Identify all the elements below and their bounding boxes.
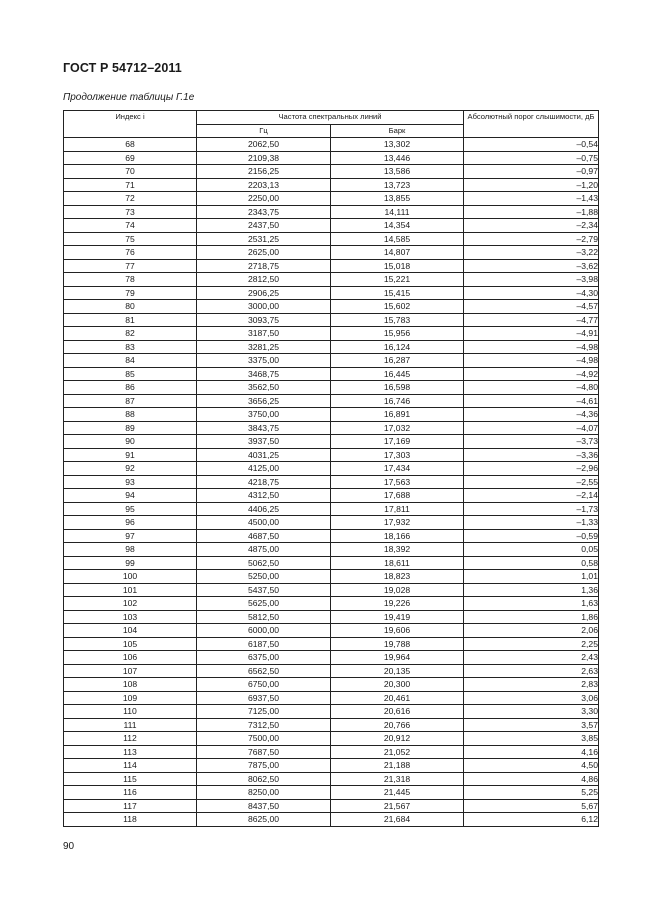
cell-index: 73 — [64, 205, 197, 219]
cell-threshold: 4,50 — [464, 759, 599, 773]
cell-frequency-bark: 19,964 — [331, 651, 464, 665]
cell-frequency-hz: 6750,00 — [197, 678, 331, 692]
cell-frequency-hz: 4218,75 — [197, 475, 331, 489]
cell-frequency-bark: 17,303 — [331, 448, 464, 462]
cell-frequency-bark: 17,932 — [331, 516, 464, 530]
cell-frequency-bark: 19,788 — [331, 637, 464, 651]
column-header-bark: Барк — [331, 124, 464, 138]
table-row — [64, 624, 599, 638]
cell-frequency-bark: 15,018 — [331, 259, 464, 273]
cell-frequency-hz: 2812,50 — [197, 273, 331, 287]
cell-frequency-hz: 3000,00 — [197, 300, 331, 314]
cell-threshold: 0,05 — [464, 543, 599, 557]
cell-frequency-bark: 21,188 — [331, 759, 464, 773]
cell-threshold: –3,98 — [464, 273, 599, 287]
cell-index: 68 — [64, 138, 197, 152]
cell-frequency-bark: 17,032 — [331, 421, 464, 435]
cell-frequency-bark: 20,300 — [331, 678, 464, 692]
cell-frequency-hz: 3093,75 — [197, 313, 331, 327]
column-header-index: Индекс i — [64, 111, 197, 138]
cell-frequency-hz: 4031,25 — [197, 448, 331, 462]
table-body — [64, 138, 599, 827]
cell-frequency-hz: 3562,50 — [197, 381, 331, 395]
cell-frequency-hz: 6000,00 — [197, 624, 331, 638]
cell-frequency-hz: 8062,50 — [197, 772, 331, 786]
cell-threshold: –2,79 — [464, 232, 599, 246]
table-row — [64, 246, 599, 260]
cell-index: 113 — [64, 745, 197, 759]
cell-threshold: –4,98 — [464, 340, 599, 354]
table-row — [64, 178, 599, 192]
table-row — [64, 583, 599, 597]
cell-index: 112 — [64, 732, 197, 746]
cell-frequency-bark: 17,688 — [331, 489, 464, 503]
cell-frequency-hz: 5625,00 — [197, 597, 331, 611]
cell-threshold: –0,75 — [464, 151, 599, 165]
cell-threshold: –2,55 — [464, 475, 599, 489]
cell-frequency-hz: 2062,50 — [197, 138, 331, 152]
table-row — [64, 597, 599, 611]
table-row — [64, 705, 599, 719]
cell-index: 95 — [64, 502, 197, 516]
cell-frequency-bark: 20,616 — [331, 705, 464, 719]
cell-frequency-bark: 21,684 — [331, 813, 464, 827]
cell-frequency-bark: 17,434 — [331, 462, 464, 476]
cell-frequency-bark: 20,766 — [331, 718, 464, 732]
cell-threshold: 2,63 — [464, 664, 599, 678]
table-row — [64, 138, 599, 152]
cell-frequency-hz: 2109,38 — [197, 151, 331, 165]
cell-threshold: –2,14 — [464, 489, 599, 503]
cell-threshold: –4,30 — [464, 286, 599, 300]
cell-frequency-hz: 4875,00 — [197, 543, 331, 557]
cell-index: 105 — [64, 637, 197, 651]
cell-frequency-hz: 3187,50 — [197, 327, 331, 341]
table-row — [64, 718, 599, 732]
cell-index: 93 — [64, 475, 197, 489]
cell-index: 86 — [64, 381, 197, 395]
cell-frequency-hz: 3937,50 — [197, 435, 331, 449]
cell-frequency-hz: 2625,00 — [197, 246, 331, 260]
cell-frequency-bark: 20,461 — [331, 691, 464, 705]
table-row — [64, 192, 599, 206]
cell-frequency-bark: 15,602 — [331, 300, 464, 314]
cell-frequency-hz: 5437,50 — [197, 583, 331, 597]
document-title: ГОСТ Р 54712–2011 — [63, 61, 182, 75]
cell-frequency-bark: 18,823 — [331, 570, 464, 584]
threshold-table — [63, 110, 599, 827]
table-row — [64, 151, 599, 165]
table-row — [64, 367, 599, 381]
table-row — [64, 408, 599, 422]
cell-threshold: 1,86 — [464, 610, 599, 624]
cell-frequency-hz: 6937,50 — [197, 691, 331, 705]
cell-frequency-bark: 15,956 — [331, 327, 464, 341]
cell-threshold: –3,36 — [464, 448, 599, 462]
cell-threshold: 1,01 — [464, 570, 599, 584]
cell-index: 102 — [64, 597, 197, 611]
table-row — [64, 745, 599, 759]
cell-frequency-hz: 5062,50 — [197, 556, 331, 570]
table-row — [64, 786, 599, 800]
table-row — [64, 313, 599, 327]
cell-index: 103 — [64, 610, 197, 624]
cell-threshold: 1,63 — [464, 597, 599, 611]
cell-frequency-bark: 18,392 — [331, 543, 464, 557]
cell-threshold: –0,54 — [464, 138, 599, 152]
table-row — [64, 570, 599, 584]
cell-threshold: 2,83 — [464, 678, 599, 692]
cell-index: 90 — [64, 435, 197, 449]
cell-frequency-hz: 3843,75 — [197, 421, 331, 435]
cell-index: 104 — [64, 624, 197, 638]
cell-index: 89 — [64, 421, 197, 435]
cell-threshold: –4,77 — [464, 313, 599, 327]
table-row — [64, 651, 599, 665]
cell-frequency-hz: 5250,00 — [197, 570, 331, 584]
cell-index: 83 — [64, 340, 197, 354]
table-row — [64, 300, 599, 314]
cell-threshold: 5,25 — [464, 786, 599, 800]
table-row — [64, 165, 599, 179]
cell-threshold: –4,92 — [464, 367, 599, 381]
cell-threshold: –4,91 — [464, 327, 599, 341]
table-row — [64, 691, 599, 705]
table-header — [64, 111, 599, 138]
cell-frequency-bark: 13,446 — [331, 151, 464, 165]
cell-frequency-hz: 7687,50 — [197, 745, 331, 759]
cell-frequency-hz: 3468,75 — [197, 367, 331, 381]
cell-frequency-bark: 13,723 — [331, 178, 464, 192]
table-row — [64, 516, 599, 530]
cell-threshold: –3,62 — [464, 259, 599, 273]
table-row — [64, 273, 599, 287]
cell-index: 85 — [64, 367, 197, 381]
cell-frequency-bark: 18,166 — [331, 529, 464, 543]
cell-threshold: 2,06 — [464, 624, 599, 638]
cell-index: 99 — [64, 556, 197, 570]
table-row — [64, 394, 599, 408]
cell-index: 76 — [64, 246, 197, 260]
cell-index: 87 — [64, 394, 197, 408]
cell-index: 115 — [64, 772, 197, 786]
cell-index: 78 — [64, 273, 197, 287]
cell-frequency-bark: 13,855 — [331, 192, 464, 206]
table-caption: Продолжение таблицы Г.1е — [63, 92, 195, 103]
table-row — [64, 475, 599, 489]
cell-threshold: –4,57 — [464, 300, 599, 314]
table-row — [64, 421, 599, 435]
cell-index: 98 — [64, 543, 197, 557]
cell-index: 80 — [64, 300, 197, 314]
cell-threshold: –1,20 — [464, 178, 599, 192]
table-row — [64, 286, 599, 300]
table-row — [64, 529, 599, 543]
cell-threshold: –1,43 — [464, 192, 599, 206]
cell-frequency-bark: 20,135 — [331, 664, 464, 678]
cell-index: 97 — [64, 529, 197, 543]
cell-frequency-hz: 2250,00 — [197, 192, 331, 206]
cell-threshold: 3,85 — [464, 732, 599, 746]
table-row — [64, 340, 599, 354]
cell-frequency-hz: 4500,00 — [197, 516, 331, 530]
cell-index: 92 — [64, 462, 197, 476]
cell-threshold: –4,07 — [464, 421, 599, 435]
cell-frequency-hz: 8437,50 — [197, 799, 331, 813]
cell-frequency-hz: 7875,00 — [197, 759, 331, 773]
cell-frequency-hz: 4687,50 — [197, 529, 331, 543]
cell-frequency-bark: 13,302 — [331, 138, 464, 152]
cell-threshold: 2,43 — [464, 651, 599, 665]
cell-frequency-bark: 19,606 — [331, 624, 464, 638]
cell-frequency-bark: 21,445 — [331, 786, 464, 800]
table-row — [64, 219, 599, 233]
cell-frequency-bark: 16,891 — [331, 408, 464, 422]
cell-threshold: –1,73 — [464, 502, 599, 516]
cell-index: 82 — [64, 327, 197, 341]
table-row — [64, 205, 599, 219]
cell-index: 101 — [64, 583, 197, 597]
cell-frequency-hz: 4125,00 — [197, 462, 331, 476]
cell-index: 88 — [64, 408, 197, 422]
cell-index: 118 — [64, 813, 197, 827]
cell-frequency-bark: 13,586 — [331, 165, 464, 179]
cell-frequency-hz: 5812,50 — [197, 610, 331, 624]
cell-index: 114 — [64, 759, 197, 773]
cell-frequency-bark: 19,226 — [331, 597, 464, 611]
cell-index: 116 — [64, 786, 197, 800]
cell-threshold: –4,61 — [464, 394, 599, 408]
cell-threshold: 3,06 — [464, 691, 599, 705]
cell-threshold: –4,80 — [464, 381, 599, 395]
cell-threshold: –1,33 — [464, 516, 599, 530]
cell-index: 72 — [64, 192, 197, 206]
table-row — [64, 259, 599, 273]
table-row — [64, 327, 599, 341]
table-row — [64, 448, 599, 462]
cell-threshold: –4,36 — [464, 408, 599, 422]
cell-frequency-bark: 15,415 — [331, 286, 464, 300]
cell-index: 109 — [64, 691, 197, 705]
cell-threshold: 3,30 — [464, 705, 599, 719]
table-row — [64, 637, 599, 651]
cell-frequency-bark: 19,419 — [331, 610, 464, 624]
cell-index: 69 — [64, 151, 197, 165]
cell-frequency-hz: 7500,00 — [197, 732, 331, 746]
table-row — [64, 543, 599, 557]
cell-frequency-bark: 17,563 — [331, 475, 464, 489]
cell-index: 94 — [64, 489, 197, 503]
cell-frequency-hz: 2343,75 — [197, 205, 331, 219]
cell-index: 79 — [64, 286, 197, 300]
table-row — [64, 381, 599, 395]
cell-threshold: –0,97 — [464, 165, 599, 179]
cell-frequency-hz: 8625,00 — [197, 813, 331, 827]
cell-frequency-bark: 18,611 — [331, 556, 464, 570]
cell-threshold: 4,16 — [464, 745, 599, 759]
cell-frequency-bark: 21,567 — [331, 799, 464, 813]
cell-threshold: –2,34 — [464, 219, 599, 233]
cell-frequency-bark: 14,354 — [331, 219, 464, 233]
cell-frequency-hz: 6375,00 — [197, 651, 331, 665]
cell-frequency-bark: 16,124 — [331, 340, 464, 354]
cell-frequency-bark: 16,287 — [331, 354, 464, 368]
cell-frequency-bark: 21,052 — [331, 745, 464, 759]
cell-frequency-hz: 3656,25 — [197, 394, 331, 408]
cell-threshold: 5,67 — [464, 799, 599, 813]
cell-index: 106 — [64, 651, 197, 665]
cell-frequency-bark: 19,028 — [331, 583, 464, 597]
cell-index: 70 — [64, 165, 197, 179]
cell-index: 81 — [64, 313, 197, 327]
cell-index: 96 — [64, 516, 197, 530]
cell-frequency-hz: 7312,50 — [197, 718, 331, 732]
cell-index: 107 — [64, 664, 197, 678]
table-row — [64, 232, 599, 246]
table-row — [64, 610, 599, 624]
cell-frequency-hz: 3375,00 — [197, 354, 331, 368]
cell-threshold: 3,57 — [464, 718, 599, 732]
table-row — [64, 462, 599, 476]
cell-frequency-hz: 2531,25 — [197, 232, 331, 246]
cell-frequency-bark: 14,111 — [331, 205, 464, 219]
cell-frequency-bark: 17,811 — [331, 502, 464, 516]
cell-threshold: –2,96 — [464, 462, 599, 476]
cell-threshold: 1,36 — [464, 583, 599, 597]
table-row — [64, 489, 599, 503]
table-row — [64, 354, 599, 368]
cell-threshold: –4,98 — [464, 354, 599, 368]
cell-index: 71 — [64, 178, 197, 192]
page-number: 90 — [63, 841, 75, 852]
cell-threshold: –3,22 — [464, 246, 599, 260]
cell-threshold: 2,25 — [464, 637, 599, 651]
cell-frequency-hz: 6562,50 — [197, 664, 331, 678]
cell-index: 84 — [64, 354, 197, 368]
cell-index: 74 — [64, 219, 197, 233]
cell-frequency-bark: 21,318 — [331, 772, 464, 786]
table-row — [64, 664, 599, 678]
column-header-hz: Гц — [197, 124, 331, 138]
cell-frequency-hz: 4406,25 — [197, 502, 331, 516]
cell-index: 111 — [64, 718, 197, 732]
cell-frequency-hz: 2906,25 — [197, 286, 331, 300]
cell-frequency-hz: 4312,50 — [197, 489, 331, 503]
cell-frequency-hz: 8250,00 — [197, 786, 331, 800]
cell-frequency-bark: 15,221 — [331, 273, 464, 287]
table-row — [64, 556, 599, 570]
cell-threshold: –0,59 — [464, 529, 599, 543]
table-row — [64, 435, 599, 449]
column-header-frequency: Частота спектральных линий — [197, 111, 464, 125]
cell-frequency-hz: 2437,50 — [197, 219, 331, 233]
cell-frequency-bark: 14,807 — [331, 246, 464, 260]
cell-frequency-hz: 3281,25 — [197, 340, 331, 354]
cell-frequency-bark: 16,598 — [331, 381, 464, 395]
cell-index: 108 — [64, 678, 197, 692]
cell-frequency-hz: 2156,25 — [197, 165, 331, 179]
cell-frequency-hz: 6187,50 — [197, 637, 331, 651]
cell-index: 110 — [64, 705, 197, 719]
cell-frequency-hz: 2718,75 — [197, 259, 331, 273]
cell-frequency-bark: 14,585 — [331, 232, 464, 246]
cell-index: 91 — [64, 448, 197, 462]
cell-threshold: 4,86 — [464, 772, 599, 786]
cell-index: 75 — [64, 232, 197, 246]
cell-frequency-bark: 16,445 — [331, 367, 464, 381]
cell-frequency-bark: 16,746 — [331, 394, 464, 408]
cell-index: 100 — [64, 570, 197, 584]
cell-frequency-hz: 3750,00 — [197, 408, 331, 422]
table-row — [64, 502, 599, 516]
cell-frequency-bark: 15,783 — [331, 313, 464, 327]
table-row — [64, 678, 599, 692]
cell-frequency-bark: 17,169 — [331, 435, 464, 449]
cell-threshold: 0,58 — [464, 556, 599, 570]
cell-threshold: 6,12 — [464, 813, 599, 827]
cell-index: 77 — [64, 259, 197, 273]
table-row — [64, 732, 599, 746]
table-row — [64, 772, 599, 786]
column-header-threshold: Абсолютный порог слышимости, дБ — [464, 111, 599, 138]
cell-frequency-bark: 20,912 — [331, 732, 464, 746]
table-row — [64, 813, 599, 827]
cell-index: 117 — [64, 799, 197, 813]
cell-threshold: –1,88 — [464, 205, 599, 219]
table-row — [64, 759, 599, 773]
cell-threshold: –3,73 — [464, 435, 599, 449]
table-row — [64, 799, 599, 813]
cell-frequency-hz: 2203,13 — [197, 178, 331, 192]
cell-frequency-hz: 7125,00 — [197, 705, 331, 719]
